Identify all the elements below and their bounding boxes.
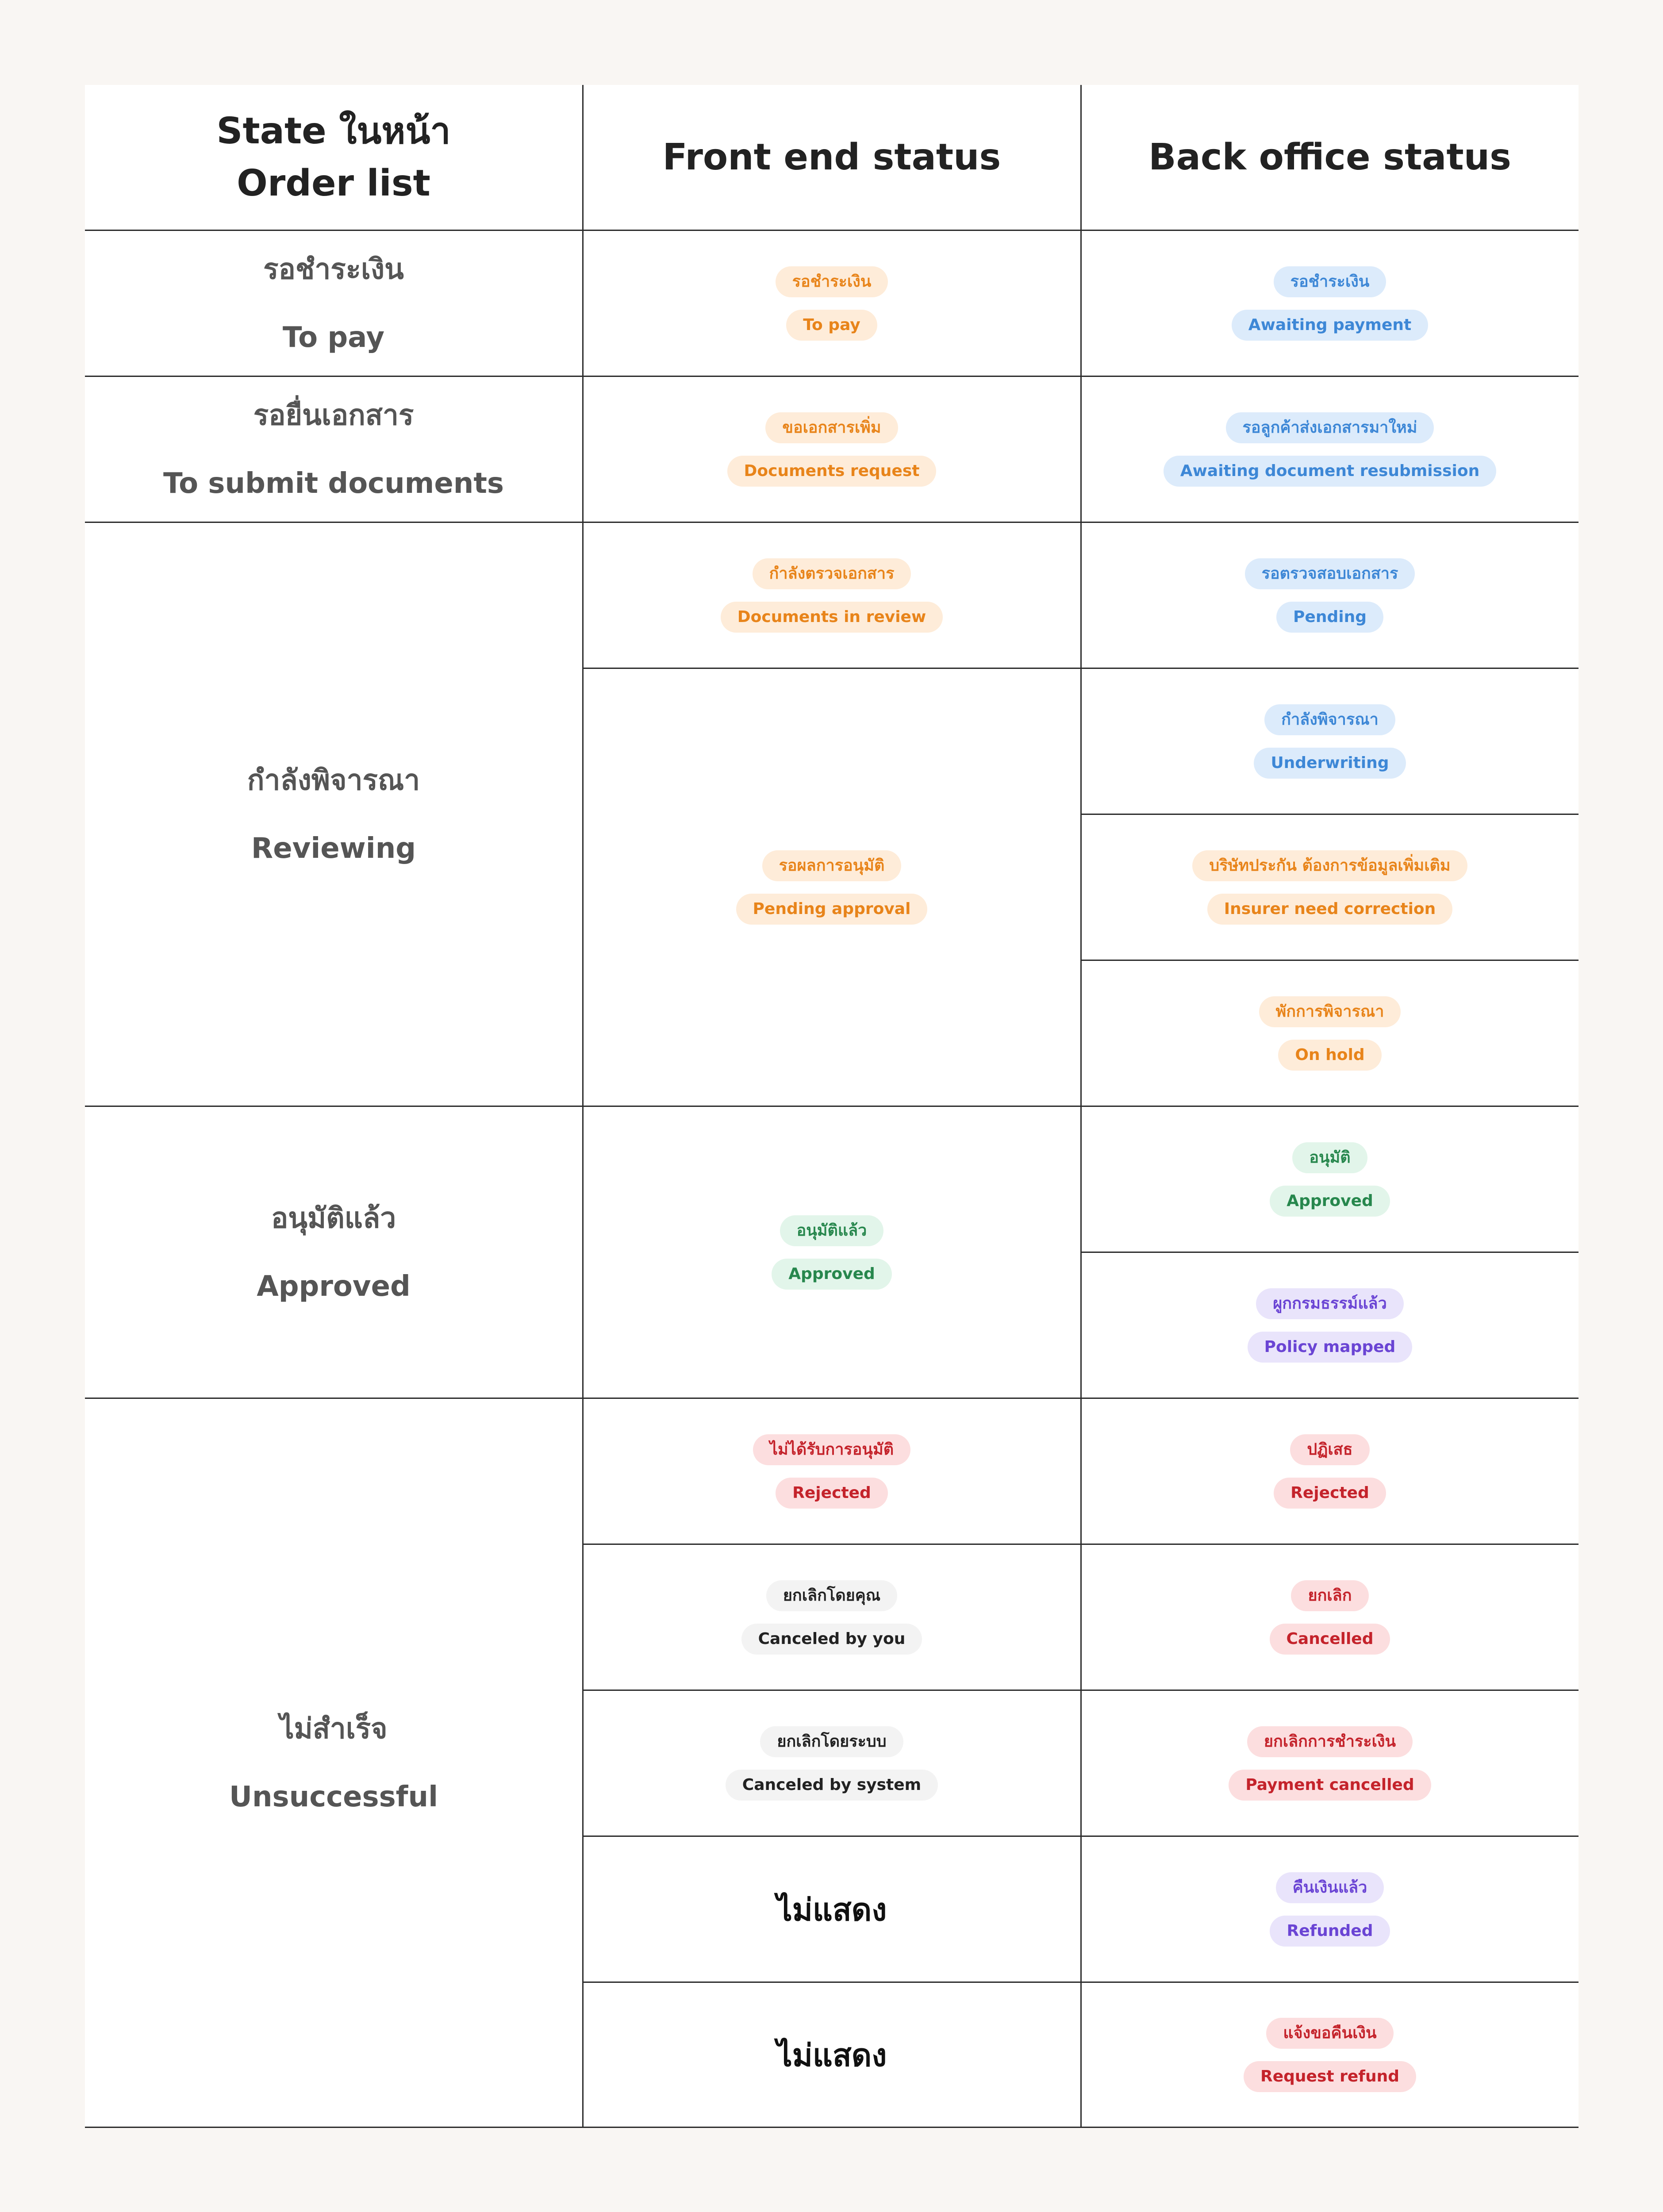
status-badge-en: Underwriting	[1254, 748, 1406, 779]
status-badge-en: Documents request	[727, 456, 937, 487]
status-badge-th: อนุมัติแล้ว	[780, 1215, 884, 1246]
back-pending	[1081, 523, 1579, 668]
row-divider	[85, 376, 1579, 377]
back-payment-cancelled	[1081, 1691, 1579, 1836]
status-badge-th: ขอเอกสารเพิ่ม	[765, 412, 898, 443]
status-badge-th: ปฏิเสธ	[1290, 1434, 1369, 1465]
header-state-line1: State ในหน้า	[216, 110, 451, 152]
row-divider	[1080, 1252, 1579, 1253]
status-badge-en: Canceled by you	[741, 1624, 922, 1655]
back-awaiting-resubmission	[1081, 377, 1579, 522]
row-divider	[582, 1982, 1579, 1983]
front-documents-request	[583, 377, 1080, 522]
state-th: อนุมัติแล้ว	[271, 1202, 396, 1235]
state-en: To pay	[282, 321, 385, 354]
state-th: รอชำระเงิน	[263, 253, 404, 286]
row-divider	[85, 230, 1579, 231]
back-policy-mapped	[1081, 1253, 1579, 1398]
header-front-cell	[583, 85, 1080, 230]
status-badge-en: Approved	[1270, 1186, 1390, 1217]
status-badge-en: Rejected	[1274, 1478, 1386, 1509]
header-back-cell	[1081, 85, 1579, 230]
status-badge-en: On hold	[1278, 1040, 1381, 1071]
status-badge-th: กำลังตรวจเอกสาร	[753, 558, 911, 589]
back-on-hold	[1081, 961, 1579, 1106]
status-badge-en: Rejected	[776, 1478, 888, 1509]
not-shown-label: ไม่แสดง	[776, 2037, 887, 2074]
header-state-cell	[85, 85, 582, 230]
front-canceled-by-you	[583, 1545, 1080, 1690]
state-to-pay	[85, 231, 582, 376]
back-request-refund	[1081, 1983, 1579, 2127]
header-state-line2: Order list	[237, 162, 430, 204]
state-approved	[85, 1107, 582, 1398]
status-badge-th: พักการพิจารณา	[1259, 996, 1401, 1027]
state-reviewing	[85, 523, 582, 1106]
status-badge-en: Awaiting document resubmission	[1164, 456, 1496, 487]
state-unsuccessful	[85, 1399, 582, 2127]
status-badge-th: คืนเงินแล้ว	[1276, 1872, 1384, 1903]
row-divider	[1080, 814, 1579, 815]
status-badge-th: บริษัทประกัน ต้องการข้อมูลเพิ่มเติม	[1192, 850, 1467, 881]
back-insurer-need-correction	[1081, 815, 1579, 960]
status-badge-en: Pending	[1276, 602, 1383, 633]
front-not-shown-refunded	[583, 1837, 1080, 1982]
front-approved	[583, 1107, 1080, 1398]
row-divider	[582, 1544, 1579, 1545]
status-badge-th: ยกเลิกโดยระบบ	[760, 1726, 903, 1757]
state-en: To submit documents	[163, 467, 504, 500]
status-badge-en: Insurer need correction	[1207, 894, 1453, 925]
header-back-office-status: Back office status	[1148, 136, 1511, 178]
front-pending-approval	[583, 669, 1080, 1106]
status-badge-th: กำลังพิจารณา	[1264, 704, 1395, 735]
status-badge-th: ยกเลิกการชำระเงิน	[1247, 1726, 1413, 1757]
state-th: รอยื่นเอกสาร	[253, 399, 414, 432]
status-badge-th: ยกเลิกโดยคุณ	[766, 1580, 897, 1611]
status-badge-th: อนุมัติ	[1292, 1142, 1367, 1173]
back-refunded	[1081, 1837, 1579, 1982]
row-divider	[1080, 960, 1579, 961]
status-badge-th: ไม่ได้รับการอนุมัติ	[753, 1434, 910, 1465]
state-en: Reviewing	[251, 832, 416, 865]
status-badge-en: Cancelled	[1270, 1624, 1390, 1655]
status-badge-en: Canceled by system	[726, 1770, 938, 1801]
row-divider	[582, 1836, 1579, 1837]
status-badge-en: Documents in review	[721, 602, 943, 633]
state-en: Approved	[257, 1270, 411, 1303]
back-cancelled	[1081, 1545, 1579, 1690]
front-to-pay	[583, 231, 1080, 376]
row-divider	[85, 1106, 1579, 1107]
status-mapping-table	[85, 85, 1579, 2128]
status-badge-en: Request refund	[1244, 2061, 1416, 2092]
status-badge-th: ยกเลิก	[1291, 1580, 1368, 1611]
back-approved	[1081, 1107, 1579, 1252]
state-th: กำลังพิจารณา	[247, 764, 420, 797]
status-badge-th: รอชำระเงิน	[1274, 266, 1386, 297]
front-rejected	[583, 1399, 1080, 1544]
status-badge-en: Pending approval	[736, 894, 928, 925]
state-to-submit-documents	[85, 377, 582, 522]
header-front-end-status: Front end status	[662, 136, 1001, 178]
status-badge-en: Awaiting payment	[1232, 310, 1428, 341]
status-badge-en: Policy mapped	[1248, 1332, 1413, 1363]
row-divider	[85, 522, 1579, 523]
front-not-shown-request-refund	[583, 1983, 1080, 2127]
row-divider	[85, 2127, 1579, 2128]
state-th: ไม่สำเร็จ	[280, 1713, 388, 1745]
row-divider	[582, 668, 1579, 669]
back-rejected	[1081, 1399, 1579, 1544]
back-awaiting-payment	[1081, 231, 1579, 376]
back-underwriting	[1081, 669, 1579, 814]
status-badge-en: Approved	[772, 1259, 892, 1290]
status-badge-en: Refunded	[1270, 1916, 1390, 1947]
front-documents-in-review	[583, 523, 1080, 668]
row-divider	[582, 1690, 1579, 1691]
status-badge-th: ผูกกรมธรรม์แล้ว	[1256, 1288, 1404, 1319]
status-badge-th: รอชำระเงิน	[776, 266, 888, 297]
status-badge-en: Payment cancelled	[1229, 1770, 1431, 1801]
status-badge-th: รอผลการอนุมัติ	[762, 850, 902, 881]
not-shown-label: ไม่แสดง	[776, 1891, 887, 1928]
front-canceled-by-system	[583, 1691, 1080, 1836]
status-badge-th: รอลูกค้าส่งเอกสารมาใหม่	[1226, 412, 1434, 443]
status-badge-th: แจ้งขอคืนเงิน	[1266, 2018, 1393, 2049]
status-badge-en: To pay	[786, 310, 877, 341]
state-en: Unsuccessful	[229, 1781, 438, 1813]
row-divider	[85, 1398, 1579, 1399]
status-badge-th: รอตรวจสอบเอกสาร	[1245, 558, 1415, 589]
